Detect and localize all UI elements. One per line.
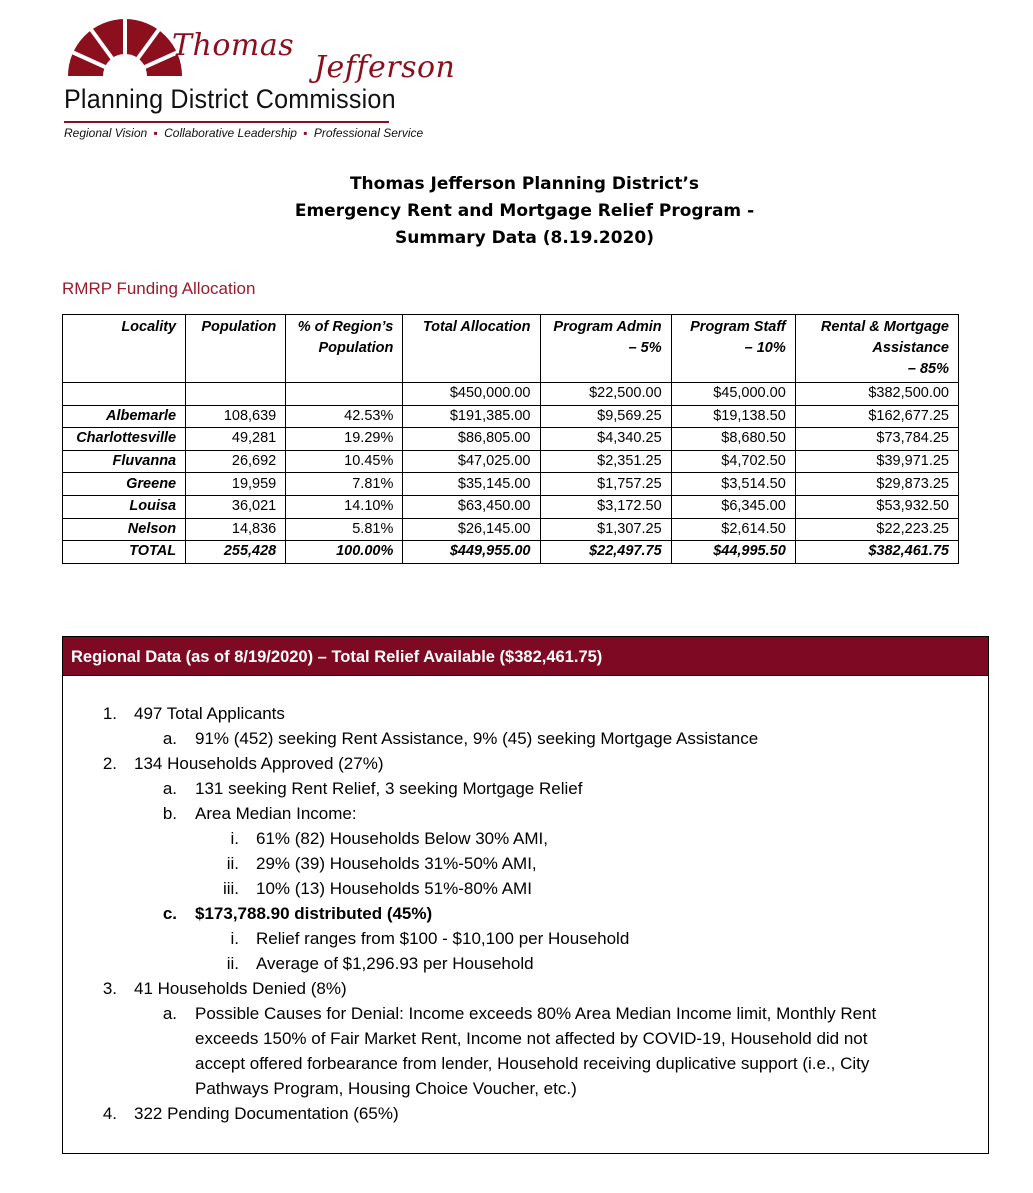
title-line: Emergency Rent and Mortgage Relief Program - [294, 201, 755, 221]
header-rental-mortgage: Rental & Mortgage Assistance – 85% [795, 315, 958, 383]
list-item-number: iii. [222, 879, 239, 898]
table-row: Charlottesville 49,281 19.29% $86,805.00 $4,340.25 $8,680.50 $73,784.25 [63, 428, 959, 451]
list-item-text: 322 Pending Documentation (65%) [134, 1104, 399, 1123]
sunburst-icon [66, 16, 184, 78]
list-item-number: i. [230, 929, 239, 948]
list-item-text: Possible Causes for Denial: Income exceeds 80% Area Median Income limit, Monthly Rent [195, 1004, 877, 1023]
logo-name: Planning District Commission [64, 84, 396, 114]
header-locality: Locality [63, 315, 186, 383]
list-item-text: 29% (39) Households 31%-50% AMI, [256, 854, 537, 873]
tagline-part: Professional Service [313, 126, 424, 140]
list-item-text: 91% (452) seeking Rent Assistance, 9% (45) seeking Mortgage Assistance [195, 729, 759, 748]
list-item-number: a. [162, 1004, 177, 1023]
tagline-part: Collaborative Leadership [164, 126, 297, 140]
list-item-number: 2. [102, 754, 117, 773]
list-item-text: Pathways Program, Housing Choice Voucher, etc.) [195, 1079, 577, 1098]
tagline-part: Regional Vision [64, 126, 148, 140]
table-row: Greene 19,959 7.81% $35,145.00 $1,757.25 $3,514.50 $29,873.25 [63, 473, 959, 496]
list-item-number: i. [230, 829, 239, 848]
list-item-text: 41 Households Denied (8%) [134, 979, 347, 998]
regional-data-header: Regional Data (as of 8/19/2020) – Total Relief Available ($382,461.75) [63, 637, 988, 676]
title-line: Thomas Jefferson Planning District’s [349, 174, 700, 194]
list-item-text: 131 seeking Rent Relief, 3 seeking Mortgage Relief [195, 779, 583, 798]
list-item-number: 4. [102, 1104, 117, 1123]
list-item-number: 3. [102, 979, 117, 998]
list-item-text: 61% (82) Households Below 30% AMI, [256, 829, 548, 848]
table-row: Nelson 14,836 5.81% $26,145.00 $1,307.25 $2,614.50 $22,223.25 [63, 518, 959, 541]
list-item-text: Area Median Income: [195, 804, 357, 823]
list-item-number: a. [162, 729, 177, 748]
header-region-pct: % of Region’s Population [286, 315, 403, 383]
funding-allocation-table [62, 314, 959, 564]
table-row: Albemarle 108,639 42.53% $191,385.00 $9,569.25 $19,138.50 $162,677.25 [63, 405, 959, 428]
header-total-allocation: Total Allocation [403, 315, 540, 383]
table-row: Louisa 36,021 14.10% $63,450.00 $3,172.50 $6,345.00 $53,932.50 [63, 495, 959, 518]
list-item-text: 497 Total Applicants [134, 704, 285, 723]
table-header-row [63, 315, 959, 383]
table-row: Fluvanna 26,692 10.45% $47,025.00 $2,351.25 $4,702.50 $39,971.25 [63, 450, 959, 473]
tagline-separator: ▪ [303, 126, 308, 140]
list-item-text: $173,788.90 distributed (45%) [195, 904, 433, 923]
logo-divider [64, 121, 389, 123]
list-item-text: 134 Households Approved (27%) [134, 754, 384, 773]
document-title [0, 171, 1033, 252]
list-item-number: a. [162, 779, 177, 798]
list-item-text: Average of $1,296.93 per Household [256, 954, 534, 973]
list-item-number: ii. [226, 854, 239, 873]
table-row: $450,000.00 $22,500.00 $45,000.00 $382,500.00 [63, 383, 959, 406]
list-item-text: accept offered forbearance from lender, Household receiving duplicative support (i.e., City [195, 1054, 870, 1073]
table-total-row: TOTAL 255,428 100.00% $449,955.00 $22,497.75 $44,995.50 $382,461.75 [63, 541, 959, 564]
section-label: RMRP Funding Allocation [62, 279, 256, 298]
logo-tagline [64, 126, 423, 140]
list-item-number: b. [162, 804, 177, 823]
header-program-staff: Program Staff – 10% [671, 315, 795, 383]
header-population: Population [186, 315, 286, 383]
logo-script-jefferson: Jefferson [314, 50, 456, 85]
header-program-admin: Program Admin – 5% [540, 315, 671, 383]
list-item-text: exceeds 150% of Fair Market Rent, Income not affected by COVID-19, Household did not [195, 1029, 868, 1048]
list-item-number: c. [162, 904, 177, 923]
logo-script-thomas: Thomas [172, 28, 295, 63]
list-item-text: Relief ranges from $100 - $10,100 per Household [256, 929, 630, 948]
tjpdc-logo [62, 14, 456, 144]
list-item-number: ii. [226, 954, 239, 973]
list-item-number: 1. [102, 704, 117, 723]
title-line: Summary Data (8.19.2020) [395, 228, 654, 248]
list-item-text: 10% (13) Households 51%-80% AMI [256, 879, 532, 898]
tagline-separator: ▪ [153, 126, 158, 140]
regional-data-box [62, 636, 989, 1154]
